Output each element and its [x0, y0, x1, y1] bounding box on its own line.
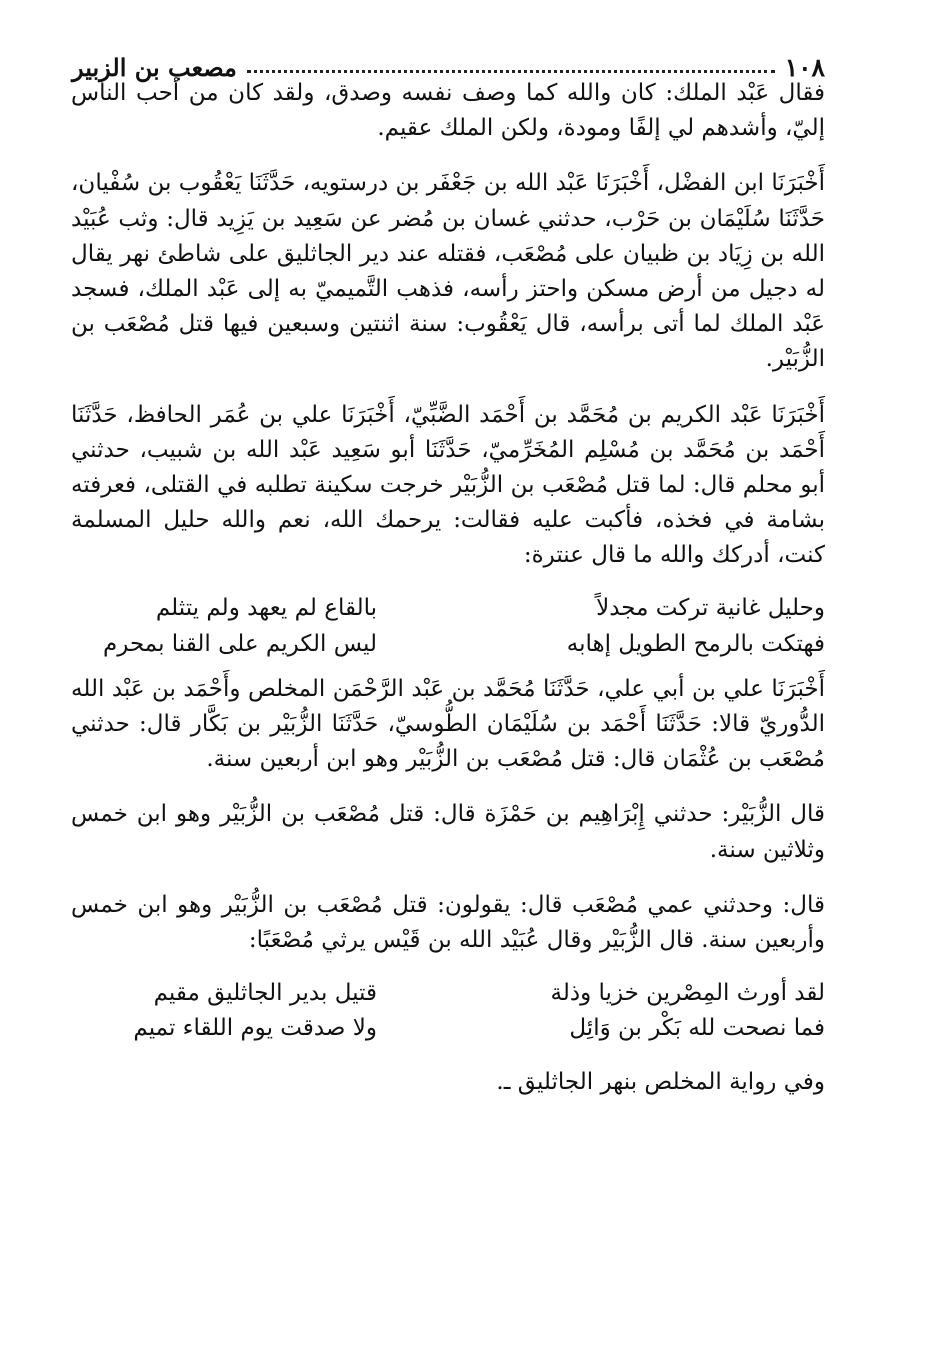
paragraph-age-forty-five: قال: وحدثني عمي مُصْعَب قال: يقولون: قتل مُصْعَب بن الزُّبَيْر وهو ابن خمس وأربعين سنة. قال الزُّبَيْر وقال عُبَيْد الله بن قَيْس يرثي مُصْعَبًا: [71, 891, 825, 953]
paragraph-killing-of-musab: أَخْبَرَنَا ابن الفضْل، أَخْبَرَنَا عَبْد الله بن جَعْفَر بن درستويه، حَدَّثَنَا يَعْقُوب بن سُفْيان، حَدَّثَنَا سُلَيْمَان بن حَرْب، حدثني غسان بن مُضر عن سَعِيد بن يَزِيد قال: وثب عُبَيْد الله بن زِيَاد بن ظبيان على مُصْعَب، فقتله عند دير الجاثليق على شاطئ نهر يقال له دجيل من أرض مسكن واحتز رأسه، فذهب التَّميميّ به إلى عَبْد الملك، فسجد عَبْد الملك لما أتى برأسه، قال يَعْقُوب: سنة اثنتين وسبعين فيها قتل مُصْعَب بن الزُّبَيْر. [71, 170, 825, 373]
poem-hemistich-second: قتيل بدير الجاثليق مقيم [153, 980, 377, 1007]
paragraph-abd-al-malik-saying: فقال عَبْد الملك: كان والله كما وصف نفسه وصدق، ولقد كان من أحب الناس إليّ، وأشدهم لي إلفًا ومودة، ولكن الملك عقيم. [71, 80, 825, 142]
poem-hemistich-first: فهتكت بالرمح الطويل إهابه [566, 630, 825, 657]
poem-hemistich-second: بالقاع لم يعهد ولم يتثلم [155, 595, 377, 622]
poem-hemistich-first: فما نصحت لله بَكْر بن وَائِل [569, 1015, 825, 1042]
running-title: مصعب بن الزبير [72, 53, 237, 82]
poem-line [71, 976, 825, 1011]
poem-hemistich-second: ليس الكريم على القنا بمحرم [103, 630, 377, 657]
page-header [72, 38, 825, 80]
poem-hemistich-second: ولا صدقت يوم اللقاء تميم [133, 1015, 377, 1042]
poem-line [71, 627, 825, 662]
paragraph-sukayna: أَخْبَرَنَا عَبْد الكريم بن مُحَمَّد بن أَحْمَد الضَّبِّيّ، أَخْبَرَنَا علي بن عُمَر الحافظ، حَدَّثَنَا أَحْمَد بن مُحَمَّد بن مُسْلِم المُخَرِّميّ، حَدَّثَنَا أبو سَعِيد عَبْد الله بن شبيب، حدثني أبو محلم قال: لما قتل مُصْعَب بن الزُّبَيْر خرجت سكينة تطلبه في القتلى، فعرفته بشامة في فخذه، فأكبت عليه فقالت: يرحمك الله، نعم والله حليل المسلمة كنت، أدركك والله ما قال عنترة: [71, 401, 825, 569]
poem-antara [71, 591, 825, 661]
poem-line [71, 1011, 825, 1046]
page-number: ١٠٨ [784, 53, 825, 82]
closing-note: وفي رواية المخلص بنهر الجاثليق ـ. [496, 1068, 825, 1095]
header-dotted-leader [247, 70, 775, 73]
paragraph-age-thirty-five: قال الزُّبَيْر: حدثني إِبْرَاهِيم بن حَمْزَة قال: قتل مُصْعَب بن الزُّبَيْر وهو ابن خمس وثلاثين سنة. [71, 801, 825, 863]
poem-hemistich-first: لقد أورث المِصْرين خزيا وذلة [550, 980, 825, 1007]
paragraph-age-forty: أَخْبَرَنَا علي بن أبي علي، حَدَّثَنَا مُحَمَّد بن عَبْد الرَّحْمَن المخلص وأَحْمَد بن عَبْد الله الدُّوريّ قالا: حَدَّثَنَا أَحْمَد بن سُلَيْمَان الطُّوسيّ، حَدَّثَنَا الزُّبَيْر بن بَكَّار قال: حدثني مُصْعَب بن عُثْمَان قال: قتل مُصْعَب بن الزُّبَيْر وهو ابن أربعين سنة. [71, 675, 825, 773]
poem-ubaydallah-ibn-qays [71, 976, 825, 1046]
poem-line [71, 591, 825, 626]
poem-hemistich-first: وحليل غانية تركت مجدلاً [596, 595, 825, 622]
page-body [71, 76, 825, 1100]
